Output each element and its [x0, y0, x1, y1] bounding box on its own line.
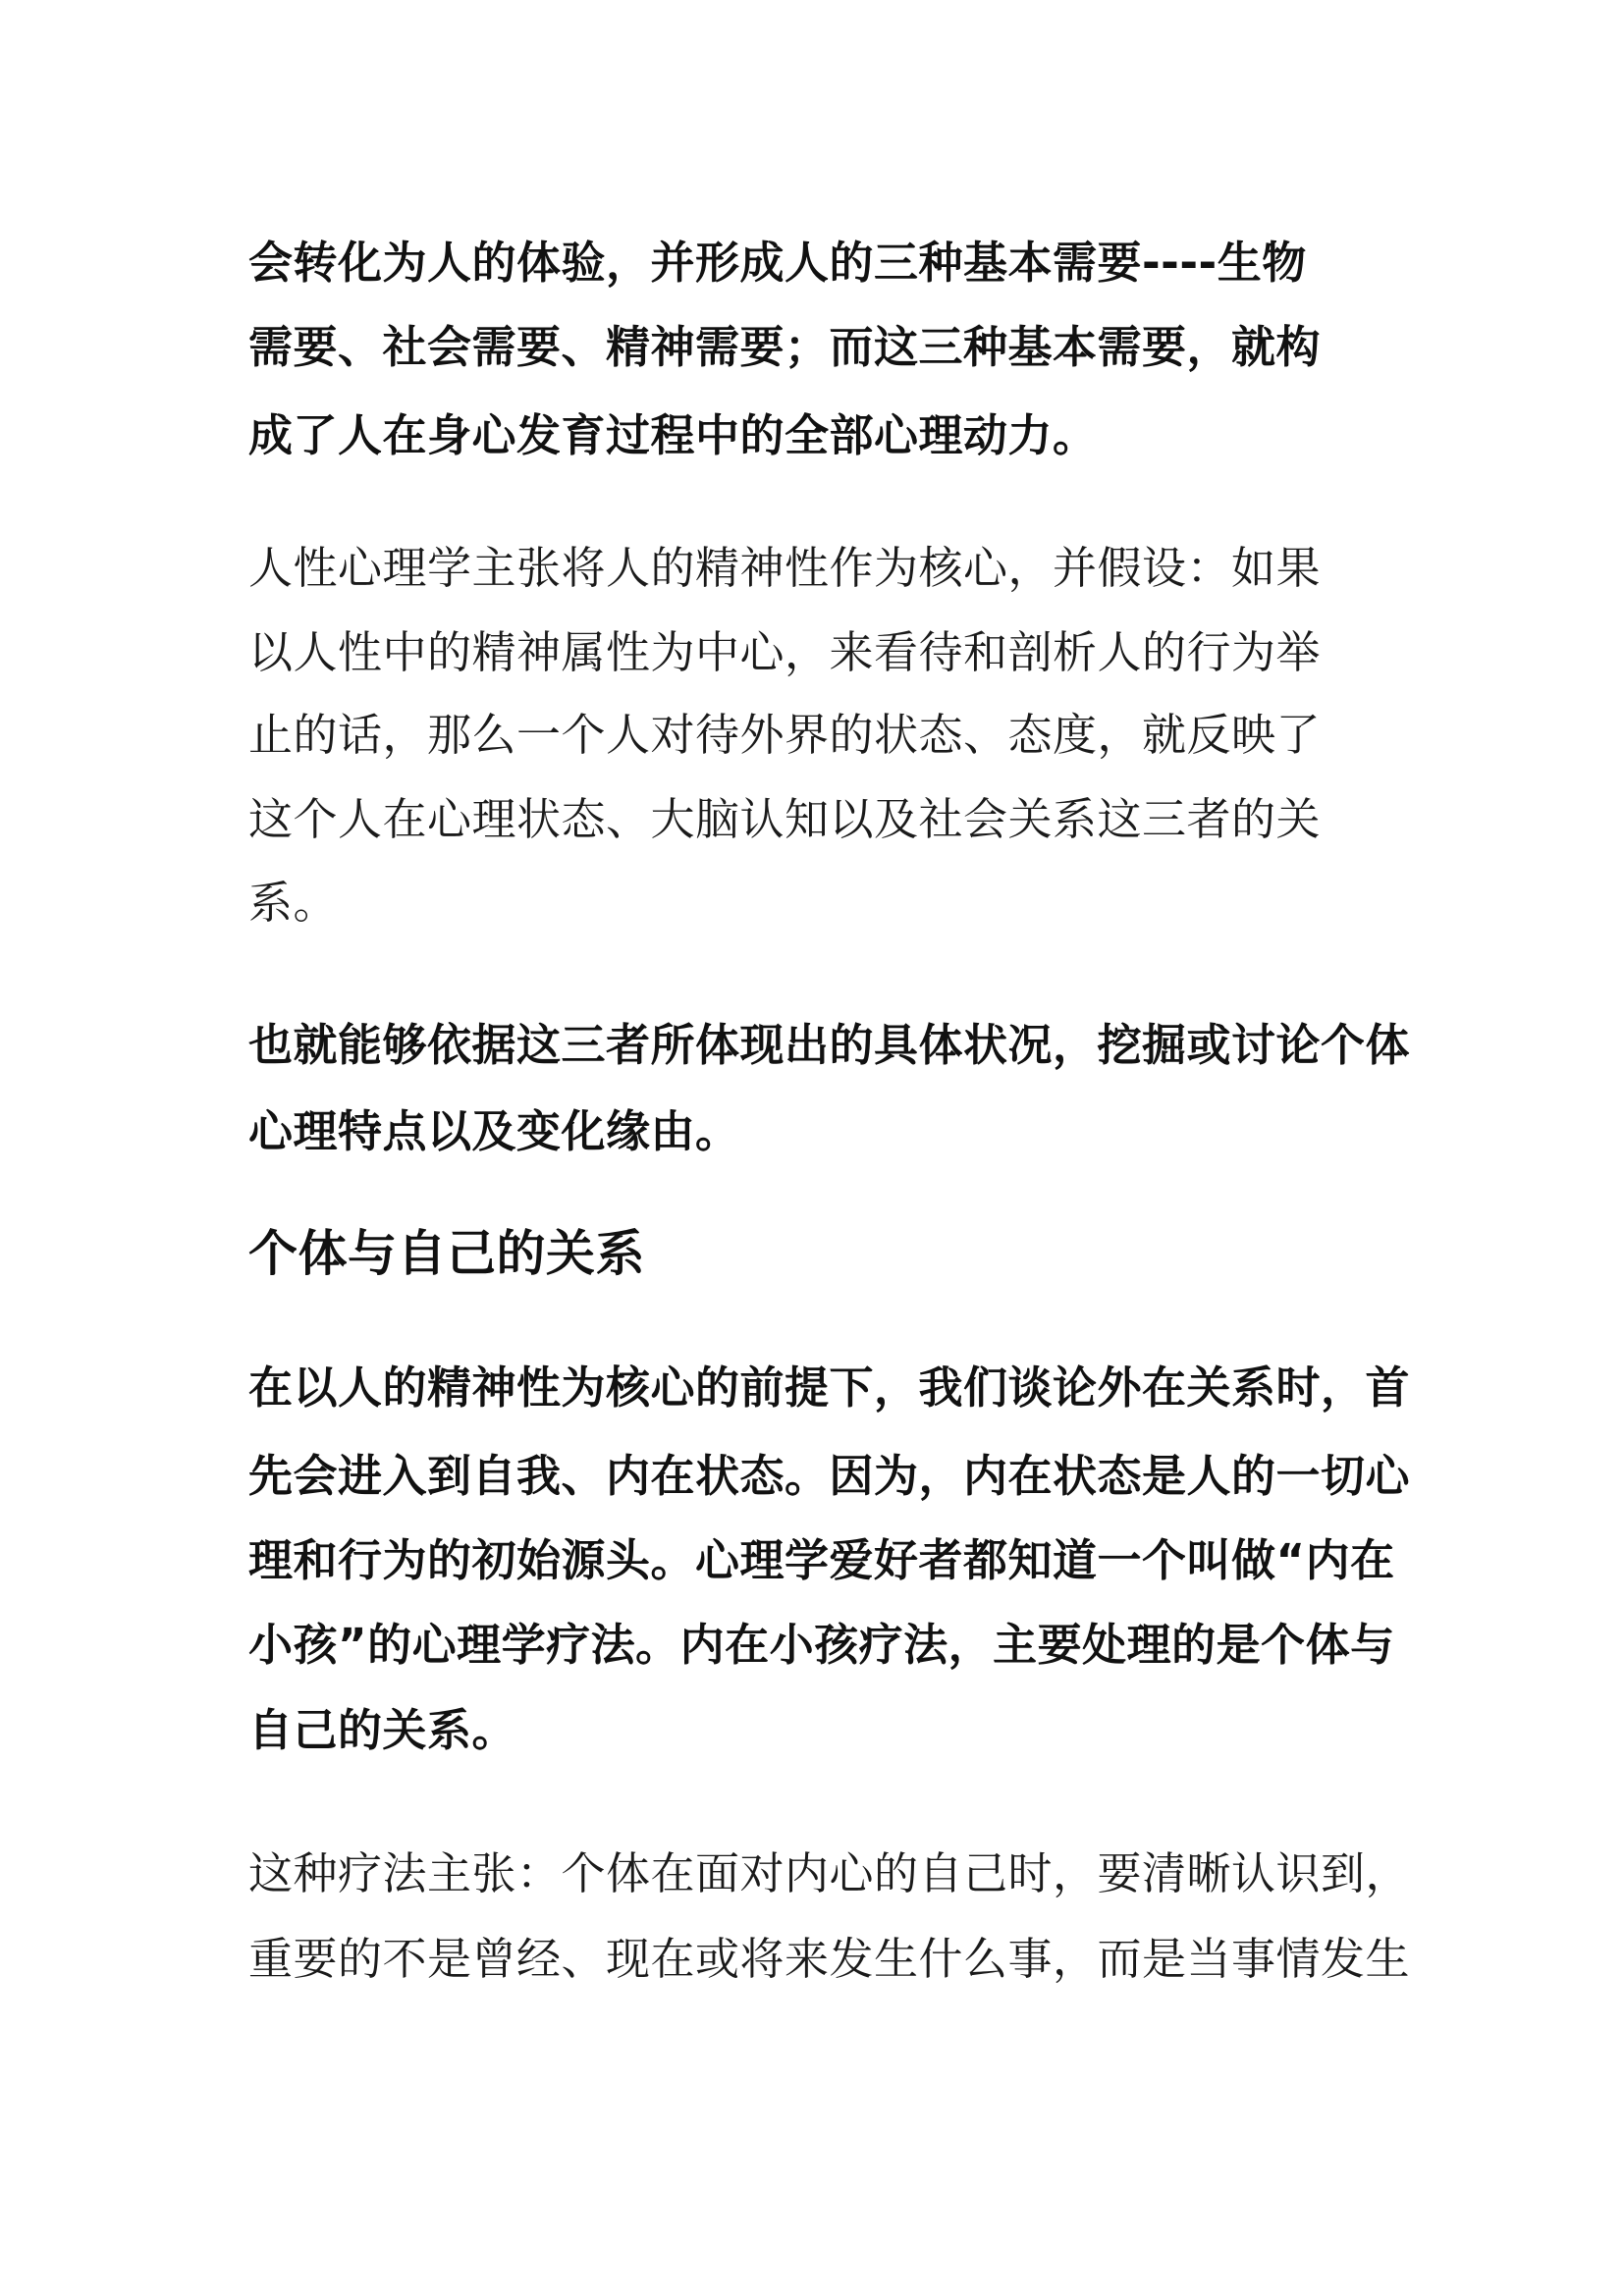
- section-heading: 个体与自己的关系: [248, 1225, 645, 1282]
- text-line: 自己的关系。: [248, 1704, 517, 1756]
- text-line: 需要、社会需要、精神需要；而这三种基本需要，就构: [248, 321, 1322, 373]
- text-line: 这种疗法主张：个体在面对内心的自己时，要清晰认识到，: [248, 1847, 1411, 1899]
- text-line: 会转化为人的体验，并形成人的三种基本需要----生物: [248, 237, 1307, 289]
- text-line: 重要的不是曾经、现在或将来发生什么事，而是当事情发生: [248, 1933, 1411, 1985]
- text-line: 理和行为的初始源头。心理学爱好者都知道一个叫做“内在: [248, 1534, 1395, 1586]
- text-line: 在以人的精神性为核心的前提下，我们谈论外在关系时，首: [248, 1362, 1411, 1414]
- text-line: 系。: [248, 877, 339, 929]
- text-line: 也就能够依据这三者所体现出的具体状况，挖掘或讨论个体: [248, 1019, 1411, 1071]
- text-line: 止的话，那么一个人对待外界的状态、态度，就反映了: [248, 709, 1322, 761]
- text-line: 以人性中的精神属性为中心，来看待和剖析人的行为举: [248, 626, 1322, 678]
- text-line: 心理特点以及变化缘由。: [248, 1105, 740, 1157]
- text-line: 人性心理学主张将人的精神性作为核心，并假设：如果: [248, 542, 1322, 594]
- text-line: 成了人在身心发育过程中的全部心理动力。: [248, 409, 1098, 461]
- text-line: 小孩”的心理学疗法。内在小孩疗法，主要处理的是个体与: [248, 1619, 1395, 1671]
- text-line: 先会进入到自我、内在状态。因为，内在状态是人的一切心: [248, 1450, 1411, 1502]
- text-line: 这个人在心理状态、大脑认知以及社会关系这三者的关: [248, 793, 1322, 845]
